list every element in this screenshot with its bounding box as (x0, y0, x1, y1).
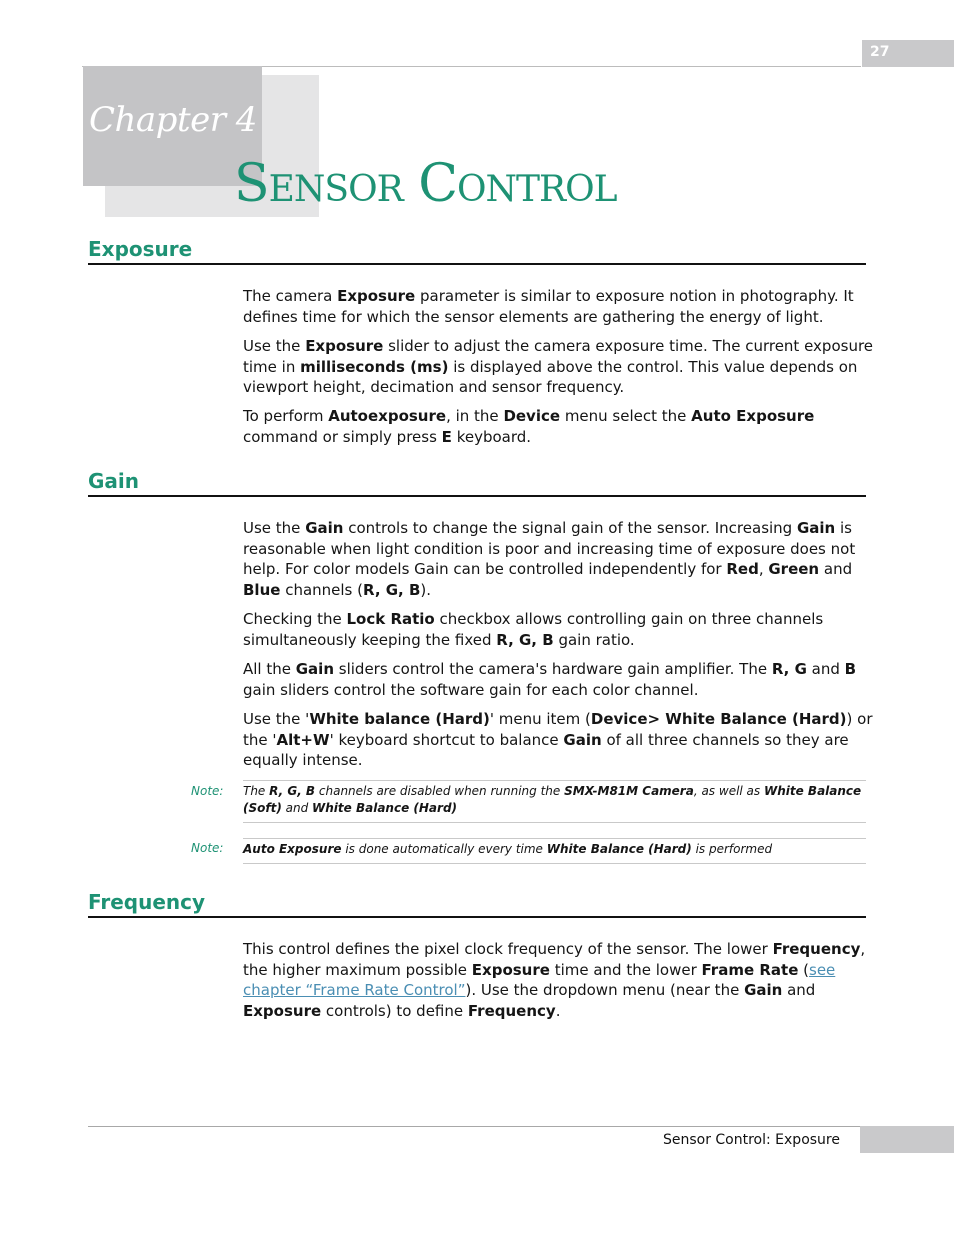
section-heading-gain: Gain (88, 469, 866, 497)
bold-term: Gain (563, 730, 602, 749)
frame-rate-chapter-link[interactable]: see chapter “Frame Rate Control” (243, 960, 836, 999)
text: is performed (691, 842, 773, 856)
chapter-label: Chapter 4 (89, 100, 257, 140)
text: ' menu item ( (489, 710, 591, 728)
bold-term: Exposure (305, 337, 384, 355)
bold-term: milliseconds (ms) (300, 357, 449, 376)
section-heading-exposure: Exposure (88, 237, 866, 265)
note-box (243, 780, 866, 823)
text: The camera (243, 287, 338, 305)
text: ) or the ' (243, 710, 873, 749)
bold-term: Alt+W (276, 730, 330, 749)
bold-term: Gain (295, 660, 335, 678)
text: This control defines the pixel clock frequency of the sensor. The lower (243, 940, 773, 958)
section-heading-frequency: Frequency (88, 890, 866, 918)
text: and (782, 981, 816, 999)
gain-paragraph-2 (243, 609, 873, 650)
text: The (243, 784, 270, 798)
text: command or simply press (243, 427, 442, 446)
text: sliders control the camera's hardware gain amplifier. The (334, 660, 772, 678)
bold-term: Device> White Balance (Hard) (590, 710, 847, 728)
bold-term: Lock Ratio (346, 610, 435, 628)
chapter-title: Sensor Control (234, 154, 617, 214)
bold-term: Green (768, 560, 820, 578)
frequency-paragraph-1 (243, 939, 873, 1021)
bold-term: Gain (305, 519, 344, 537)
text: controls) to define (321, 1001, 468, 1020)
text: , the higher maximum possible (243, 940, 866, 979)
text: . (555, 1001, 561, 1020)
bold-term: Blue (243, 580, 281, 599)
gain-paragraph-1 (243, 518, 873, 600)
footer-rule (88, 1126, 861, 1127)
text: ). (420, 580, 432, 599)
bold-term: Exposure (337, 287, 416, 305)
note-label: Note: (191, 784, 224, 798)
bold-term: Gain (744, 981, 783, 999)
bold-term: Device (503, 407, 561, 425)
bold-term: Auto Exposure (691, 407, 815, 425)
text: and (819, 560, 853, 578)
text: is displayed above the control. This value depends on viewport height, decimation and sensor frequency. (243, 357, 858, 396)
bold-term: R, G, B (496, 630, 554, 649)
exposure-paragraph-1 (243, 286, 873, 327)
text: channels are disabled when running the (315, 784, 565, 798)
bold-term: Frame Rate (701, 960, 799, 979)
text: To perform (243, 407, 329, 425)
text: is reasonable when light condition is poor and increasing time of exposure does not help. For color models Gain can be controlled independently for (243, 519, 856, 578)
bold-term: White Balance (Hard) (312, 801, 458, 815)
note-label: Note: (191, 841, 224, 855)
text: and (281, 801, 313, 815)
gain-paragraph-3 (243, 659, 873, 700)
bold-term: White Balance (Hard) (546, 842, 692, 856)
text: gain sliders control the software gain for each color channel. (243, 680, 699, 699)
text: Checking the (243, 610, 347, 628)
text: checkbox allows controlling gain on three channels simultaneously keeping the fixed (243, 610, 824, 649)
text: menu select the (560, 407, 692, 425)
bold-term: Gain (796, 519, 836, 537)
bold-term: R, G (771, 660, 807, 678)
text: , in the (446, 407, 504, 425)
bold-term: White balance (Hard) (309, 710, 490, 728)
page-number: 27 (870, 44, 890, 60)
text: , (758, 560, 769, 578)
bold-term: R, G, B (363, 580, 421, 599)
bold-term: Red (726, 560, 759, 578)
text: Use the (243, 519, 306, 537)
text: , as well as (693, 784, 764, 798)
bold-term: Auto Exposure (243, 842, 342, 856)
text: ( (798, 960, 809, 979)
text: controls to change the signal gain of the sensor. Increasing (343, 519, 797, 537)
text: and (806, 660, 845, 678)
text: time and the lower (549, 960, 702, 979)
text: All the (243, 660, 296, 678)
gain-paragraph-4 (243, 709, 873, 771)
text: ' keyboard shortcut to balance (329, 730, 564, 749)
bold-term: B (844, 660, 857, 678)
footer-text: Sensor Control: Exposure (662, 1132, 840, 1148)
bold-term: Frequency (467, 1001, 556, 1020)
text: channels ( (280, 580, 363, 599)
exposure-paragraph-3 (243, 406, 873, 447)
text: is done automatically every time (341, 842, 547, 856)
note-box (243, 838, 866, 864)
text: of all three channels so they are equally intense. (243, 730, 849, 769)
text: keyboard. (451, 427, 532, 446)
bold-term: Exposure (471, 960, 550, 979)
bold-term: E (441, 427, 452, 446)
text: Use the (243, 337, 306, 355)
bold-term: SMX-M81M Camera (564, 784, 694, 798)
text: gain ratio. (553, 630, 635, 649)
exposure-paragraph-2 (243, 336, 873, 398)
text: parameter is similar to exposure notion in photography. It defines time for which the sensor elements are gathering the energy of light. (243, 287, 854, 326)
bold-term: Frequency (772, 940, 861, 958)
bold-term: R, G, B (269, 784, 316, 798)
text: ). Use the dropdown menu (near the (465, 981, 745, 999)
bold-term: Exposure (243, 1001, 322, 1020)
bold-term: White Balance (Soft) (243, 784, 862, 815)
bold-term: Autoexposure (328, 407, 447, 425)
footer-box (860, 1126, 954, 1153)
text: slider to adjust the camera exposure time. The current exposure time in (243, 337, 874, 376)
text: Use the ' (243, 710, 310, 728)
